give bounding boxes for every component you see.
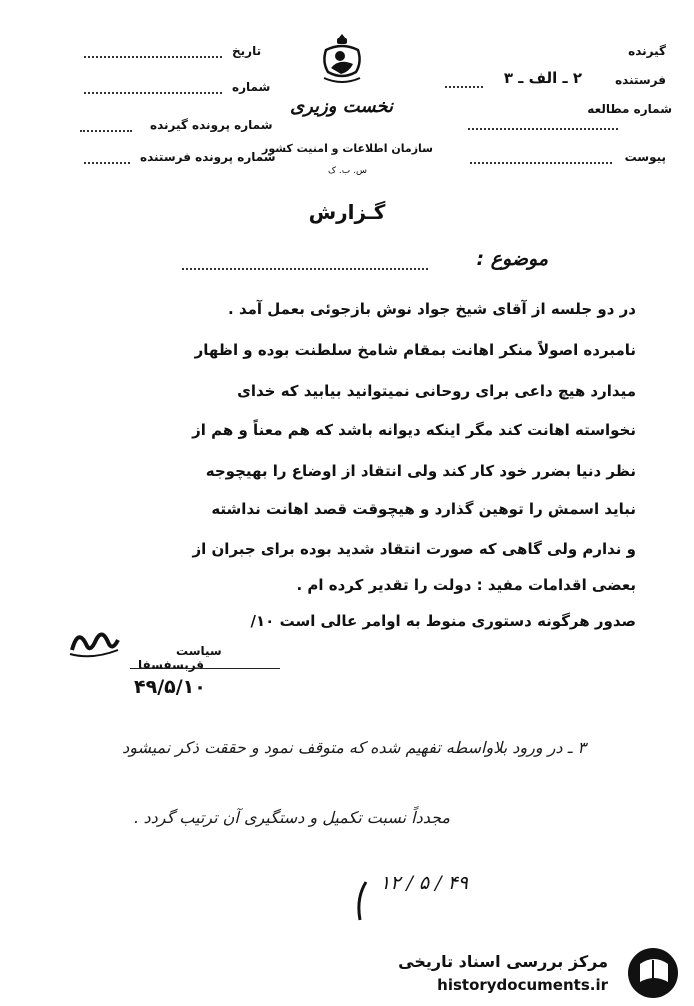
header-line-number [468, 128, 618, 130]
header-label-number: شماره مطالعه [587, 102, 672, 116]
body-line: صدور هرگونه دستوری منوط به اوامر عالی است ۱۰/ [250, 612, 636, 630]
body-line: میدارد هیچ داعی برای روحانی نمیتوانید بیابید که خدای [237, 382, 636, 400]
report-title: گـزارش [308, 200, 386, 224]
watermark-url: historydocuments.ir [437, 976, 608, 994]
body-line: بعضی اقدامات مفید : دولت را تقدیر کرده ام . [296, 576, 636, 594]
header-label-recipient-file: شماره پرونده گیرنده [150, 118, 273, 132]
lion-and-sun-emblem-icon [316, 32, 368, 86]
signature-underline [130, 668, 280, 669]
handwritten-date: ۱۲ / ۵ / ۴۹ [380, 872, 468, 894]
header-label-date: تاریخ [232, 44, 262, 58]
header-line-date [84, 56, 222, 58]
office-subtitle: سازمان اطلاعات و امنیت کشور [262, 142, 433, 155]
body-line: و ندارم ولی گاهی که صورت انتقاد شدید بوده برای جبران از [192, 540, 636, 558]
header-label-left-number: شماره [232, 80, 271, 94]
header-line-left-number [84, 92, 222, 94]
body-line: نخواسته اهانت کند مگر اینکه دیوانه باشد که هم معناً و هم از [192, 421, 636, 439]
header-label-attachment: پیوست [624, 150, 666, 164]
header-label-sender: فرستنده [615, 73, 666, 87]
handwritten-line-2: مجدداً نسبت تکمیل و دستگیری آن ترتیب گردد . [133, 808, 450, 827]
signature-date: ۴۹/۵/۱۰ [134, 676, 206, 698]
signature-name: قربسفسفا [138, 658, 205, 672]
subject-underline [182, 268, 428, 270]
office-code: س. ب. ک [328, 166, 367, 176]
body-line: نظر دنیا بضرر خود کار کند ولی انتقاد از اوضاع را بهیچوجه [205, 462, 636, 480]
header-line-attachment [470, 162, 612, 164]
body-line: نامبرده اصولاً منکر اهانت بمقام شامخ سلطنت بوده و اظهار [194, 341, 636, 359]
header-line-sender [445, 86, 483, 88]
header-label-sender-file: شماره پرونده فرستنده [140, 150, 276, 164]
subject-label: موضوع : [476, 248, 548, 270]
handwritten-mark-icon [348, 880, 378, 924]
body-line: نباید اسمش را توهین گذارد و هیچوقت قصد اهانت نداشته [211, 500, 636, 518]
header-line-sender-file [84, 162, 130, 164]
body-line: در دو جلسه از آقای شیخ جواد نوش بازجوئی بعمل آمد . [228, 300, 636, 318]
office-title: نخست وزیری [290, 96, 394, 117]
header-line-recipient-file [80, 130, 132, 132]
archive-logo-icon [626, 946, 680, 1000]
handwritten-line-1: ۳ ـ در ورود بلاواسطه تفهیم شده که متوقف نمود و حققت ذکر نمیشود [122, 738, 586, 757]
signature-role: سیاست [176, 644, 222, 658]
header-label-recipient: گیرنده [628, 44, 666, 58]
signature-mark-icon [66, 624, 126, 660]
watermark-title: مرکز بررسی اسناد تاریخی [398, 952, 608, 971]
header-value-sender: ۲ ـ الف ـ ۳ [503, 69, 582, 87]
